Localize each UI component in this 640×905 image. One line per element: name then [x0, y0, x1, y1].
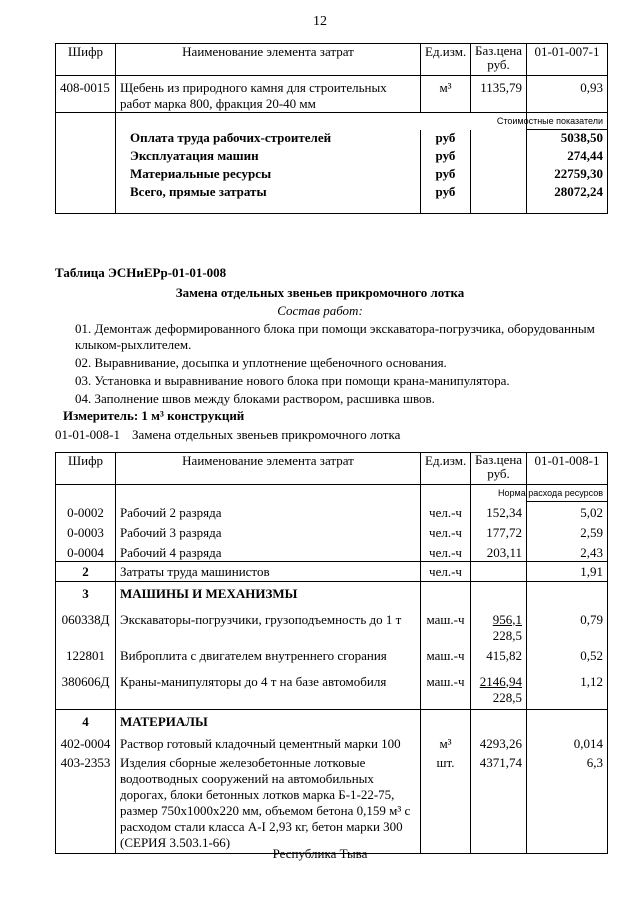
row-code: 0-0002: [56, 502, 116, 522]
table-title: Таблица ЭСНиЕРр-01-01-008: [55, 265, 227, 280]
summary-unit: руб: [421, 184, 471, 214]
row-unit: шт.: [421, 754, 471, 854]
row-name: Рабочий 2 разряда: [116, 502, 421, 522]
row-value: 0,52: [527, 644, 608, 670]
row-name: Рабочий 3 разряда: [116, 522, 421, 542]
header-code: Шифр: [56, 453, 116, 485]
header-norm: 01-01-007-1: [527, 44, 608, 76]
row-price: 4371,74: [471, 754, 527, 854]
summary-value: 274,44: [527, 148, 608, 166]
table-subtitle: Замена отдельных звеньев прикромочного лотка: [175, 285, 465, 300]
row-unit: маш.-ч: [421, 604, 471, 644]
row-unit: м³: [421, 732, 471, 754]
price-main: 2146,94: [479, 673, 522, 689]
table-row: [56, 522, 608, 542]
summary-name: Эксплуатация машин: [116, 148, 421, 166]
summary-row: [56, 166, 608, 184]
section-code: 4: [56, 710, 116, 732]
page-number: 12: [313, 14, 327, 29]
item-code: 01-01-008-1: [55, 427, 120, 442]
row-value: 6,3: [527, 754, 608, 854]
subheader-row: [56, 485, 608, 502]
section-title: МАШИНЫ И МЕХАНИЗМЫ: [116, 582, 421, 604]
header-price: Баз.цена руб.: [471, 453, 527, 485]
subheader-row: [56, 113, 608, 130]
cost-table-007: [55, 43, 608, 214]
section-row: [56, 710, 608, 732]
row-value: 0,79: [527, 604, 608, 644]
table-row: [56, 754, 608, 854]
row-price: 4293,26: [471, 732, 527, 754]
section-title: МАТЕРИАЛЫ: [116, 710, 421, 732]
footer: Республика Тыва: [272, 846, 368, 861]
work-item: 02. Выравнивание, досыпка и уплотнение щебеночного основания.: [75, 355, 447, 370]
summary-value: 5038,50: [527, 130, 608, 148]
row-value: 1,91: [527, 562, 608, 582]
table-row: [56, 670, 608, 710]
header-name: Наименование элемента затрат: [116, 44, 421, 76]
measure: Измеритель: 1 м³ конструкций: [63, 408, 245, 423]
summary-name: Материальные ресурсы: [116, 166, 421, 184]
row-unit: чел.-ч: [421, 542, 471, 562]
row-code: 380606Д: [56, 670, 116, 710]
row-name: Раствор готовый кладочный цементный марки 100: [116, 732, 421, 754]
row-name: Щебень из природного камня для строительных работ марка 800, фракция 20-40 мм: [116, 76, 421, 113]
row-name: Экскаваторы-погрузчики, грузоподъемность до 1 т: [116, 604, 421, 644]
row-value: 2,59: [527, 522, 608, 542]
row-value: 0,93: [527, 76, 608, 113]
row-code: 403-2353: [56, 754, 116, 854]
summary-unit: руб: [421, 130, 471, 148]
row-code: 060338Д: [56, 604, 116, 644]
row-code: 122801: [56, 644, 116, 670]
table-row: [56, 502, 608, 522]
row-value: 0,014: [527, 732, 608, 754]
row-price: 1135,79: [471, 76, 527, 113]
price-extra: 228,5: [492, 689, 522, 705]
section-code: 3: [56, 582, 116, 604]
section-row: [56, 582, 608, 604]
summary-name: Всего, прямые затраты: [116, 184, 421, 214]
work-item: 04. Заполнение швов между блоками раствором, расшивка швов.: [75, 391, 435, 406]
row-price: 177,72: [471, 522, 527, 542]
row-price: [471, 604, 527, 644]
header-price: Баз.цена руб.: [471, 44, 527, 76]
work-item: 03. Установка и выравнивание нового блока при помощи крана-манипулятора.: [75, 373, 510, 388]
table-row: [56, 562, 608, 582]
works-title: Состав работ:: [277, 303, 363, 318]
row-unit: чел.-ч: [421, 522, 471, 542]
subheader-label: Стоимостные показатели: [527, 113, 608, 130]
row-name: Изделия сборные железобетонные лотковые водоотводных сооружений на автомобильных дорогах, блоки бетонных лотков марка Б-1-22-75, размер 750х1000х220 мм, объемом бетона 0,159 м³ с расходом стали класса А-I 2,93 кг, бетон марки 300 (СЕРИЯ 3.503.1-66): [116, 754, 421, 854]
row-name: Краны-манипуляторы до 4 т на базе автомобиля: [116, 670, 421, 710]
row-value: 5,02: [527, 502, 608, 522]
summary-unit: руб: [421, 148, 471, 166]
summary-value: 22759,30: [527, 166, 608, 184]
header-unit: Ед.изм.: [421, 44, 471, 76]
work-item: 01. Демонтаж деформированного блока при помощи экскаватора-погрузчика, оборудованным клыком-рыхлителем.: [75, 321, 595, 352]
resource-table-008: [55, 452, 608, 854]
row-name: Затраты труда машинистов: [116, 562, 421, 582]
summary-row: [56, 148, 608, 166]
row-name: Виброплита с двигателем внутреннего сгорания: [116, 644, 421, 670]
row-code: 0-0003: [56, 522, 116, 542]
row-price: 415,82: [471, 644, 527, 670]
header-code: Шифр: [56, 44, 116, 76]
header-unit: Ед.изм.: [421, 453, 471, 485]
table-row: [56, 644, 608, 670]
price-extra: 228,5: [492, 627, 522, 643]
row-value: 2,43: [527, 542, 608, 562]
row-price: [471, 670, 527, 710]
table-header: [56, 44, 608, 76]
summary-name: Оплата труда рабочих-строителей: [116, 130, 421, 148]
price-main: 956,1: [492, 611, 522, 627]
subheader-label: Норма расхода ресурсов: [527, 485, 608, 502]
table-row: [56, 542, 608, 562]
table-row: [56, 732, 608, 754]
row-value: 1,12: [527, 670, 608, 710]
row-name: Рабочий 4 разряда: [116, 542, 421, 562]
table-row: [56, 604, 608, 644]
summary-unit: руб: [421, 166, 471, 184]
summary-row: [56, 130, 608, 148]
row-code: 0-0004: [56, 542, 116, 562]
row-code: 402-0004: [56, 732, 116, 754]
row-code: 408-0015: [56, 76, 116, 113]
table-row: [56, 76, 608, 113]
row-unit: маш.-ч: [421, 644, 471, 670]
row-price: 203,11: [471, 542, 527, 562]
row-unit: маш.-ч: [421, 670, 471, 710]
summary-row: [56, 184, 608, 214]
row-unit: чел.-ч: [421, 562, 471, 582]
row-price: 152,34: [471, 502, 527, 522]
row-code: 2: [56, 562, 116, 582]
item-name: Замена отдельных звеньев прикромочного лотка: [132, 427, 401, 442]
table-header: [56, 453, 608, 485]
header-norm: 01-01-008-1: [527, 453, 608, 485]
summary-value: 28072,24: [527, 184, 608, 214]
row-unit: м³: [421, 76, 471, 113]
row-unit: чел.-ч: [421, 502, 471, 522]
header-name: Наименование элемента затрат: [116, 453, 421, 485]
